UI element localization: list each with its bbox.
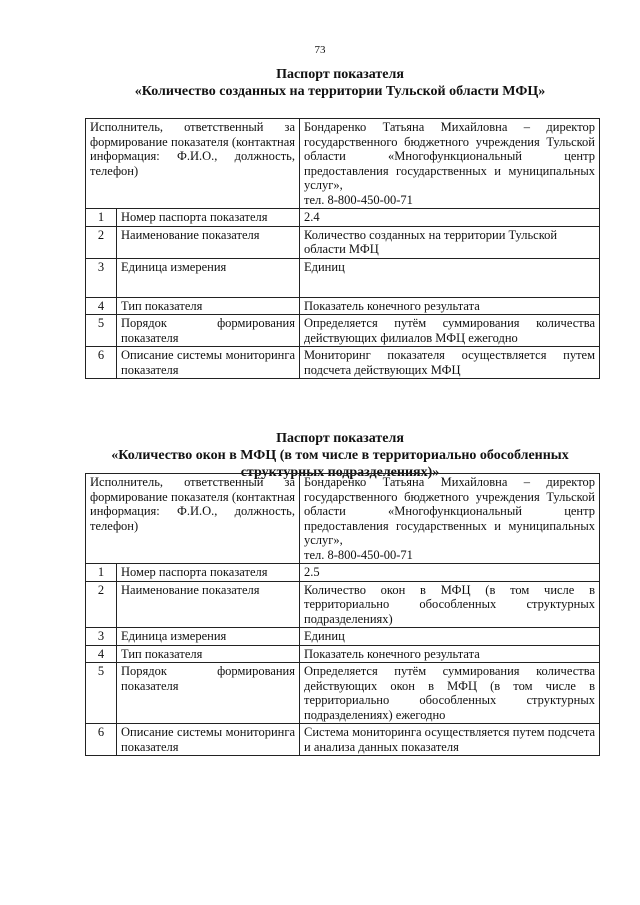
row-number: 2 (86, 226, 117, 258)
passport-table (85, 118, 600, 379)
row-number: 2 (86, 581, 117, 628)
row-value: Система мониторинга осуществляется путем подсчета и анализа данных показателя (300, 724, 600, 756)
executor-row (86, 119, 600, 209)
table-row (86, 209, 600, 227)
row-number: 4 (86, 297, 117, 315)
executor-value (300, 119, 600, 209)
row-number: 3 (86, 258, 117, 297)
row-value: Показатель конечного результата (300, 297, 600, 315)
table-row (86, 226, 600, 258)
passport-title (60, 66, 620, 100)
row-number: 1 (86, 209, 117, 227)
table-row (86, 645, 600, 663)
executor-label: Исполнитель, ответственный за формирование показателя (контактная информация: Ф.И.О., должность, телефон) (86, 474, 300, 564)
indicator-name-heading: «Количество созданных на территории Тульской области МФЦ» (134, 84, 546, 99)
executor-label: Исполнитель, ответственный за формирование показателя (контактная информация: Ф.И.О., должность, телефон) (86, 119, 300, 209)
row-number: 5 (86, 315, 117, 347)
row-number: 3 (86, 628, 117, 646)
page-number: 73 (314, 44, 326, 56)
row-value: Показатель конечного результата (300, 645, 600, 663)
table-row (86, 724, 600, 756)
row-label: Номер паспорта показателя (117, 209, 300, 227)
passport-heading: Паспорт показателя (276, 67, 404, 82)
row-label: Единица измерения (117, 258, 300, 297)
row-value: Мониторинг показателя осуществляется путем подсчета действующих МФЦ (300, 347, 600, 379)
row-value: Определяется путём суммирования количества действующих окон в МФЦ (в том числе в территориально обособленных структурных подразделениях) ежегодно (300, 663, 600, 724)
row-value: Единиц (300, 258, 600, 297)
row-number: 5 (86, 663, 117, 724)
executor-phone: тел. 8-800-450-00-71 (304, 547, 413, 562)
executor-name: Бондаренко Татьяна Михайловна – директор государственного бюджетного учреждения Тульской области «Многофункциональный центр предоставления государственных и муниципальных услуг», (304, 120, 595, 192)
table-row (86, 581, 600, 628)
table-row (86, 347, 600, 379)
row-value: Определяется путём суммирования количества действующих филиалов МФЦ ежегодно (300, 315, 600, 347)
table-row (86, 315, 600, 347)
table-row (86, 297, 600, 315)
row-number: 6 (86, 347, 117, 379)
table-row (86, 663, 600, 724)
table-row (86, 258, 600, 297)
executor-name: Бондаренко Татьяна Михайловна – директор государственного бюджетного учреждения Тульской области «Многофункциональный центр предоставления государственных и муниципальных услуг», (304, 475, 595, 547)
row-value: Количество окон в МФЦ (в том числе в территориально обособленных структурных подразделениях) (300, 581, 600, 628)
row-value: Количество созданных на территории Тульской области МФЦ (300, 226, 600, 258)
row-label: Тип показателя (117, 645, 300, 663)
row-value: 2.4 (300, 209, 600, 227)
row-value: Единиц (300, 628, 600, 646)
table-row (86, 628, 600, 646)
row-label: Порядок формирования показателя (117, 315, 300, 347)
row-label: Единица измерения (117, 628, 300, 646)
table-row (86, 564, 600, 582)
executor-phone: тел. 8-800-450-00-71 (304, 192, 413, 207)
executor-value (300, 474, 600, 564)
row-label: Тип показателя (117, 297, 300, 315)
executor-row (86, 474, 600, 564)
row-label: Порядок формирования показателя (117, 663, 300, 724)
row-number: 1 (86, 564, 117, 582)
row-label: Номер паспорта показателя (117, 564, 300, 582)
row-number: 6 (86, 724, 117, 756)
row-label: Описание системы мониторинга показателя (117, 724, 300, 756)
passport-heading: Паспорт показателя (276, 431, 404, 446)
row-label: Наименование показателя (117, 581, 300, 628)
indicator-name-heading-cont: структурных подразделениях)» (240, 465, 440, 480)
row-label: Наименование показателя (117, 226, 300, 258)
row-number: 4 (86, 645, 117, 663)
row-label: Описание системы мониторинга показателя (117, 347, 300, 379)
row-value: 2.5 (300, 564, 600, 582)
passport-table (85, 473, 600, 756)
indicator-name-heading: «Количество окон в МФЦ (в том числе в территориально обособленных (111, 448, 569, 463)
